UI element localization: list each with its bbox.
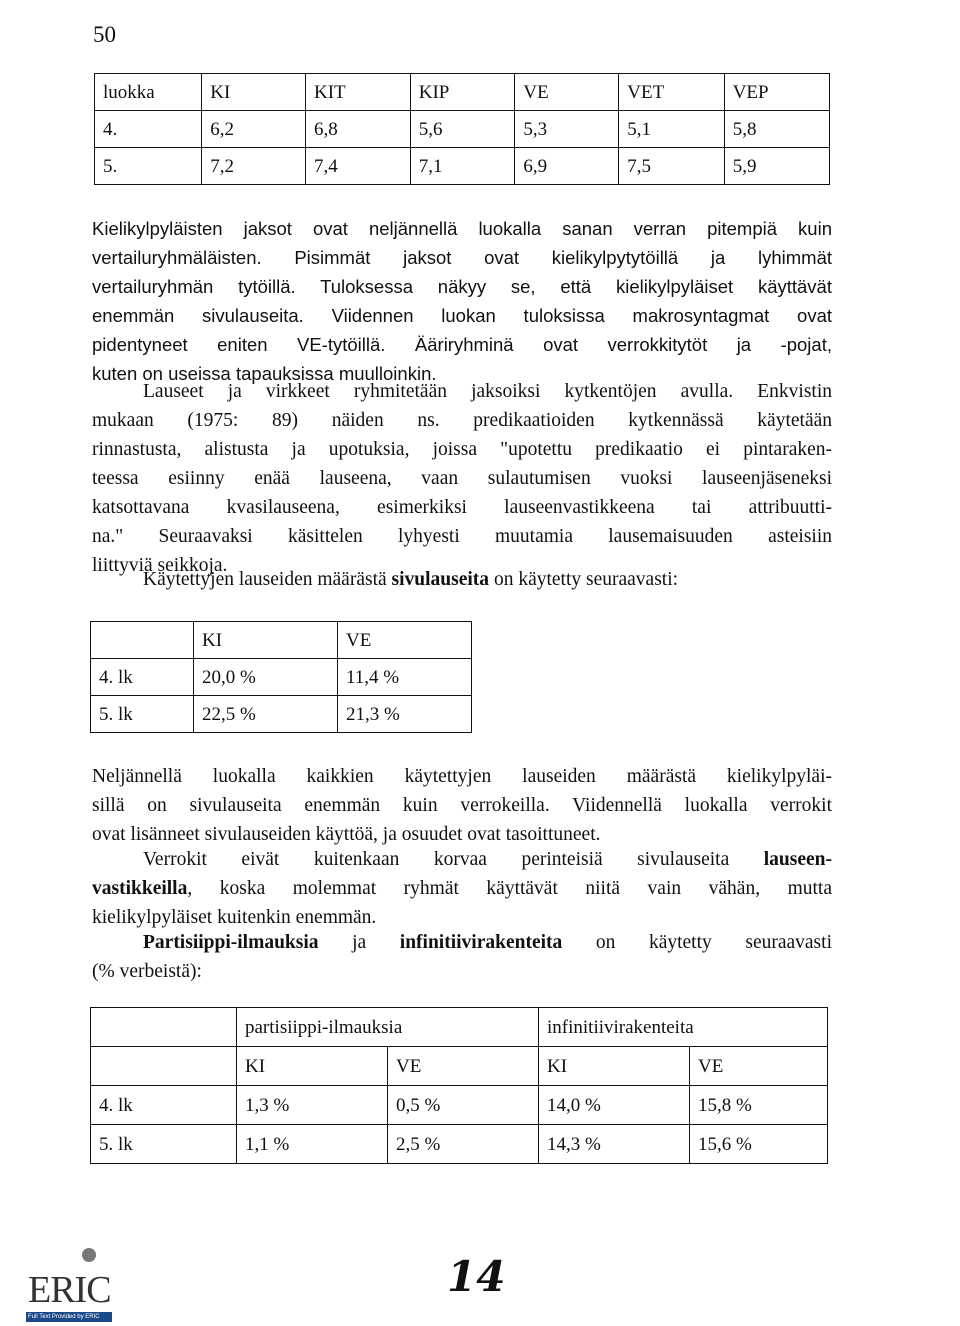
text-line: ovat lisänneet sivulauseiden käyttöä, ja osuudet ovat tasoittuneet. <box>92 824 601 845</box>
table-cell: 5,9 <box>724 148 829 185</box>
paragraph-grade4 <box>92 762 832 849</box>
table-header-row <box>91 622 472 659</box>
table-cell: 2,5 % <box>388 1125 539 1164</box>
text-line: Kielikylpyläisten jaksot ovat neljännellä luokalla sanan verran pitempiä kuin <box>92 218 832 239</box>
table-row <box>95 111 830 148</box>
table-header-cell: KI <box>237 1047 388 1086</box>
text-line: teessa esiinny enää lauseena, vaan sulautumisen vuoksi lauseenjäseneksi <box>92 468 832 489</box>
table-cell: 5,6 <box>410 111 515 148</box>
table-cell: 15,6 % <box>690 1125 828 1164</box>
table-cell: 1,3 % <box>237 1086 388 1125</box>
eric-logo-tagline: Full Text Provided by ERIC <box>26 1312 112 1322</box>
table-header-row <box>95 74 830 111</box>
text-line: rinnastusta, alistusta ja upotuksia, joissa "upotettu predikaatio ei pintaraken- <box>92 439 832 460</box>
table-subheader-row <box>91 1047 828 1086</box>
table-header-cell: luokka <box>95 74 202 111</box>
text-line: Verrokit eivät kuitenkaan korvaa perinteisiä sivulauseita lauseen- <box>143 849 832 870</box>
bold-term: infinitiivirakenteita <box>399 932 563 953</box>
text-line: Lauseet ja virkkeet ryhmitetään jaksoiksi kytkentöjen avulla. Enkvistin <box>143 381 832 402</box>
table-header-cell: KI <box>202 74 306 111</box>
table-header-cell <box>91 1008 237 1047</box>
table-row <box>91 1086 828 1125</box>
table-row <box>91 659 472 696</box>
paragraph-subclauses-intro <box>92 565 832 594</box>
table-cell: 14,0 % <box>539 1086 690 1125</box>
text-line: katsottavana kvasilauseena, esimerkiksi lauseenvastikkeena tai attribuutti- <box>92 497 832 518</box>
bold-term: Partisiippi-ilmauksia <box>143 932 319 953</box>
table-cell: 22,5 % <box>194 696 338 733</box>
table-header-cell: KI <box>539 1047 690 1086</box>
table-cell: 0,5 % <box>388 1086 539 1125</box>
text-line: Neljännellä luokalla kaikkien käytettyjen lauseiden määrästä kielikylpyläi- <box>92 766 832 787</box>
table-cell: 20,0 % <box>194 659 338 696</box>
page-number: 50 <box>93 22 116 47</box>
table-cell: 5,8 <box>724 111 829 148</box>
text-line: pidentyneet eniten VE-tytöillä. Ääriryhminä ovat verrokkitytöt ja -pojat, <box>92 334 832 355</box>
table-row <box>95 148 830 185</box>
grades-table <box>94 73 830 185</box>
table-header-cell: VE <box>690 1047 828 1086</box>
bold-term: sivulauseita <box>391 569 490 590</box>
text-line: vastikkeilla, koska molemmat ryhmät käyttävät niitä vain vähän, mutta <box>92 878 832 899</box>
text-line: vertailuryhmäläisten. Pisimmät jaksot ovat kielikylpytytöillä ja lyhimmät <box>92 247 832 268</box>
table-cell: 4. lk <box>91 1086 237 1125</box>
paragraph-controls <box>92 845 832 932</box>
table-row <box>91 696 472 733</box>
table-cell: 6,2 <box>202 111 306 148</box>
table-header-row <box>91 1008 828 1047</box>
table-header-cell <box>91 1047 237 1086</box>
table-cell: 5,3 <box>515 111 619 148</box>
bold-term: lauseen- <box>763 849 832 870</box>
text-line: vertailuryhmän tytöillä. Tuloksessa näkyy se, että kielikylpyläiset käyttävät <box>92 276 832 297</box>
table-row <box>91 1125 828 1164</box>
text-line: kielikylpyläiset kuitenkin enemmän. <box>92 907 377 928</box>
text-line: enemmän sivulauseita. Viidennen luokan tuloksissa makrosyntagmat ovat <box>92 305 832 326</box>
text-line: kuten on useissa tapauksissa muulloinkin. <box>92 363 437 384</box>
table-cell: 7,4 <box>306 148 411 185</box>
table-header-cell: VET <box>619 74 724 111</box>
table-header-cell: KI <box>194 622 338 659</box>
text-line: Partisiippi-ilmauksia ja infinitiivirakenteita on käytetty seuraavasti <box>143 932 832 953</box>
table-cell: 4. <box>95 111 202 148</box>
table-header-cell: VEP <box>724 74 829 111</box>
table-header-cell: VE <box>338 622 472 659</box>
text-line: (% verbeistä): <box>92 961 202 982</box>
text-line: sillä on sivulauseita enemmän kuin verrokeilla. Viidennellä luokalla verrokit <box>92 795 832 816</box>
table-cell: 4. lk <box>91 659 194 696</box>
table-cell: 7,2 <box>202 148 306 185</box>
table-header-cell: VE <box>515 74 619 111</box>
table-cell: 6,8 <box>306 111 411 148</box>
paragraph-participles <box>92 928 832 986</box>
table-header-cell: KIT <box>306 74 411 111</box>
table-cell: 5. <box>95 148 202 185</box>
table-cell: 21,3 % <box>338 696 472 733</box>
text-line: liittyviä seikkoja. <box>92 555 228 576</box>
table-cell: 5. lk <box>91 696 194 733</box>
paragraph-linkage <box>92 377 832 580</box>
bold-term: vastikkeilla <box>92 878 188 899</box>
table-group-header: partisiippi-ilmauksia <box>237 1008 539 1047</box>
table-cell: 15,8 % <box>690 1086 828 1125</box>
table-cell: 5,1 <box>619 111 724 148</box>
subclause-table <box>90 621 472 733</box>
eric-logo-mark <box>82 1248 96 1262</box>
paragraph-results <box>92 214 832 388</box>
participle-table <box>90 1007 828 1164</box>
text-line: mukaan (1975: 89) näiden ns. predikaatioiden kytkennässä käytetään <box>92 410 832 431</box>
footer-page-number: 14 <box>447 1252 506 1301</box>
table-header-cell: KIP <box>410 74 515 111</box>
table-cell: 1,1 % <box>237 1125 388 1164</box>
table-cell: 7,1 <box>410 148 515 185</box>
table-cell: 5. lk <box>91 1125 237 1164</box>
text-line: na." Seuraavaksi käsittelen lyhyesti muutamia lausemaisuuden asteisiin <box>92 526 832 547</box>
eric-logo-text: ERIC <box>28 1269 111 1311</box>
table-header-cell <box>91 622 194 659</box>
table-cell: 7,5 <box>619 148 724 185</box>
table-header-cell: VE <box>388 1047 539 1086</box>
table-cell: 11,4 % <box>338 659 472 696</box>
table-cell: 14,3 % <box>539 1125 690 1164</box>
table-group-header: infinitiivirakenteita <box>539 1008 828 1047</box>
table-cell: 6,9 <box>515 148 619 185</box>
text-line: Käytettyjen lauseiden määrästä sivulauseita on käytetty seuraavasti: <box>143 569 679 590</box>
